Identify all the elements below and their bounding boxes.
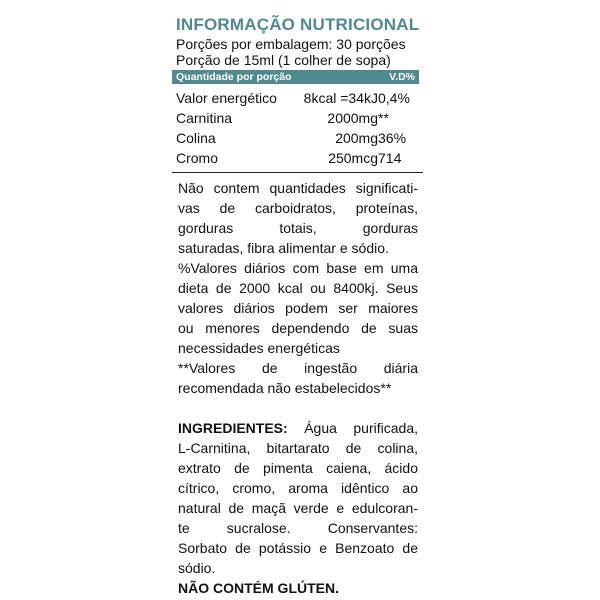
table-row	[176, 128, 422, 148]
notes-line: dieta de 2000 kcal ou 8400kj. Seus	[178, 280, 418, 296]
ingredients-line: cítrico, cromo, aroma idêntico ao	[178, 480, 418, 496]
notes-line: vas de carboidratos, proteínas,	[178, 200, 418, 216]
ingredients-line: extrato de pimenta caiena, ácido	[178, 460, 418, 476]
table-row	[176, 148, 422, 168]
table-header-bar	[172, 70, 419, 84]
portion-size: Porção de 15ml (1 colher de sopa)	[176, 52, 391, 68]
notes-line: saturadas, fibra alimentar e sódio.	[178, 240, 389, 256]
nutrition-table	[176, 88, 422, 168]
ingredients-line: Sorbato de potássio e Benzoato de	[178, 540, 418, 556]
nutrition-title: INFORMAÇÃO NUTRICIONAL	[176, 15, 420, 34]
ingredients-text: Água purificada,	[287, 420, 418, 436]
table-row	[176, 88, 422, 108]
nutrient-name: Cromo	[176, 150, 219, 166]
ingredients-line: sódio.	[178, 560, 216, 576]
table-row	[176, 108, 422, 128]
ingredients-label: INGREDIENTES:	[178, 420, 288, 436]
ingredients-line: L-Carnitina, bitartarato de colina,	[178, 440, 418, 456]
nutrient-dv: **	[378, 110, 389, 126]
notes-line: necessidades energéticas	[178, 340, 340, 356]
nutrition-panel	[172, 14, 423, 168]
notes-line: gorduras totais, gorduras	[178, 220, 418, 236]
dv-header: V.D%	[389, 71, 415, 83]
servings-per-package: Porções por embalagem: 30 porções	[176, 36, 406, 52]
notes-line: %Valores diários com base em uma	[178, 260, 418, 276]
nutrient-amount: 200mg	[335, 130, 378, 146]
ingredients-line: te sucralose. Conservantes:	[178, 520, 418, 536]
nutrient-name: Carnitina	[176, 110, 233, 126]
notes-line: recomendada não estabelecidos**	[178, 380, 392, 396]
nutrient-name: Valor energético	[176, 90, 277, 106]
notes-line: valores diários podem ser maiores	[178, 300, 418, 316]
ingredients-first-line	[178, 418, 418, 438]
nutrient-amount: 250mcg	[328, 150, 378, 166]
notes-line: **Valores de ingestão diária	[178, 360, 418, 376]
nutrient-dv: 714	[378, 150, 402, 166]
nutrient-dv: 0,4%	[378, 90, 410, 106]
nutrient-name: Colina	[176, 130, 216, 146]
notes-block	[178, 178, 418, 598]
quantity-header: Quantidade por porção	[176, 71, 292, 83]
notes-line: ou menores dependendo de suas	[178, 320, 418, 336]
notes-line: Não contem quantidades significati-	[178, 180, 418, 196]
table-divider	[172, 172, 423, 173]
nutrient-amount: 8kcal =34kJ	[303, 90, 378, 106]
nutrient-dv: 36%	[378, 130, 407, 146]
gluten-warning: NÃO CONTÉM GLÚTEN.	[178, 580, 339, 596]
ingredients-line: natural de maçã verde e edulcoran-	[178, 500, 418, 516]
nutrient-amount: 2000mg	[327, 110, 378, 126]
